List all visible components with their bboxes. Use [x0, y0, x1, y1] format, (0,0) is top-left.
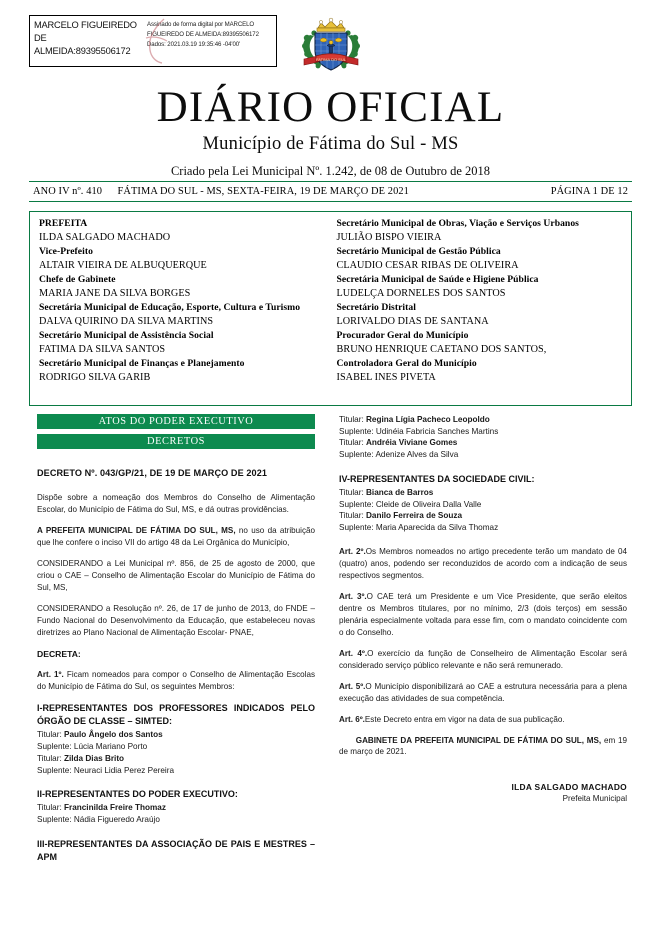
- preamble-rest: no uso da atribuição que lhe confere o inciso VII do artigo 48 da Lei Orgânica do Município,: [37, 525, 315, 547]
- masthead-subtitle: Município de Fátima do Sul - MS: [202, 134, 459, 154]
- official-role: Secretária Municipal de Educação, Esporte, Cultura e Turismo: [39, 302, 301, 314]
- article-4-number: Art. 4º.: [339, 648, 368, 658]
- article-2-number: Art. 2º.: [339, 546, 366, 556]
- official-role: Chefe de Gabinete: [39, 274, 116, 286]
- member-label: Titular:: [37, 803, 62, 813]
- member-name: Adenize Alves da Silva: [375, 450, 459, 460]
- member-name: Danilo Ferreira de Souza: [366, 511, 463, 521]
- official-name: ALTAIR VIEIRA DE ALBUQUERQUE: [39, 259, 207, 271]
- member-line: [339, 414, 627, 426]
- considering-clause-2: CONSIDERANDO a Resolução nº. 26, de 17 de junho de 2013, do FNDE – Fundo Nacional do Desenvolvimento da Educação, que estabeleceu novas diretrizes ao Plano Nacional de Alimentação Escolar- PNAE,: [37, 603, 315, 637]
- official-role: Secretário Municipal de Gestão Pública: [336, 246, 501, 258]
- official-name: LUDELÇA DORNELES DOS SANTOS: [336, 287, 506, 299]
- member-line: [339, 426, 627, 438]
- official-name: BRUNO HENRIQUE CAETANO DOS SANTOS,: [336, 343, 547, 355]
- member-label: Titular:: [37, 730, 62, 740]
- member-label: Suplente:: [339, 523, 374, 533]
- body-column-left: [37, 414, 315, 865]
- signer-name: ILDA SALGADO MACHADO: [511, 782, 627, 793]
- official-role: Secretária Municipal de Saúde e Higiene Pública: [336, 274, 539, 286]
- member-line: [339, 437, 627, 449]
- member-label: Suplente:: [339, 499, 374, 509]
- official-role: Secretário Municipal de Assistência Social: [39, 330, 214, 342]
- member-line: [339, 499, 627, 511]
- cabinet-line: [339, 735, 627, 759]
- official-name: RODRIGO SILVA GARIB: [39, 372, 151, 384]
- member-line: [37, 729, 315, 741]
- member-label: Suplente:: [339, 426, 374, 436]
- member-line: [37, 802, 315, 814]
- body-column-right: [339, 414, 627, 803]
- signature-subject-name: MARCELO FIGUEIREDO DE ALMEIDA:89395506172: [34, 20, 137, 57]
- svg-text:FATIMA DO SUL: FATIMA DO SUL: [316, 57, 346, 62]
- member-label: Titular:: [37, 753, 62, 763]
- page-indicator: PÁGINA 1 DE 12: [550, 186, 628, 197]
- member-label: Suplente:: [339, 450, 374, 460]
- member-line: [37, 814, 315, 826]
- article-5: [339, 681, 627, 705]
- official-name: ISABEL INES PIVETA: [336, 372, 436, 384]
- article-2-text: Os Membros nomeados no artigo precedente terão um mandato de 04 (quatro) anos, podendo ser reconduzidos de acordo com a indicação de seus respectivos segmentos.: [339, 546, 627, 580]
- article-3-number: Art. 3º.: [339, 591, 367, 601]
- group-heading-4: IV-REPRESENTANTES DA SOCIEDADE CIVIL:: [339, 473, 535, 484]
- member-line: [339, 510, 627, 522]
- article-4-text: O exercício da função de Conselheiro de Alimentação Escolar será considerado serviço público relevante e não será remunerado.: [339, 648, 627, 670]
- article-6: [339, 714, 627, 726]
- official-role: Secretário Municipal de Finanças e Planejamento: [39, 358, 245, 370]
- signature-block: [339, 782, 627, 803]
- member-label: Titular:: [339, 438, 364, 448]
- article-1-number: Art. 1º.: [37, 670, 64, 680]
- officials-column-left: [30, 217, 331, 405]
- signature-details: [142, 16, 276, 66]
- member-name: Regina Lígia Pacheco Leopoldo: [366, 415, 490, 424]
- member-name: Maria Aparecida da Silva Thomaz: [375, 523, 499, 533]
- article-5-text: O Município disponibilizará ao CAE a estrutura necessária para a plena execução das atividades de sua competência.: [339, 681, 627, 703]
- member-name: Paulo Ângelo dos Santos: [64, 730, 163, 740]
- member-line: [37, 765, 315, 777]
- official-role: Secretário Municipal de Obras, Viação e Serviços Urbanos: [336, 218, 579, 229]
- member-label: Suplente:: [37, 815, 72, 825]
- member-name: Nádia Figueredo Araújo: [73, 815, 160, 825]
- decree-preamble: [37, 525, 315, 549]
- official-name: JULIÃO BISPO VIEIRA: [336, 231, 442, 243]
- member-name: Bianca de Barros: [366, 488, 434, 497]
- issue-year-number: ANO IV nº. 410: [33, 186, 103, 197]
- member-label: Suplente:: [37, 765, 72, 775]
- official-name: ILDA SALGADO MACHADO: [39, 231, 171, 243]
- official-role: Procurador Geral do Município: [336, 330, 469, 342]
- official-role: Controladora Geral do Município: [336, 358, 477, 370]
- section-banner-executive-acts: ATOS DO PODER EXECUTIVO: [37, 414, 315, 429]
- group-heading-3: III-REPRESENTANTES DA ASSOCIAÇÃO DE PAIS E MESTRES – APM: [37, 838, 315, 862]
- member-line: [339, 522, 627, 534]
- member-label: Titular:: [339, 415, 364, 424]
- masthead-law-line: Criado pela Lei Municipal Nº. 1.242, de 08 de Outubro de 2018: [170, 164, 491, 178]
- digital-signature-box: [29, 15, 277, 67]
- article-2: [339, 546, 627, 582]
- article-5-number: Art. 5º.: [339, 681, 366, 691]
- article-4: [339, 648, 627, 672]
- cabinet-bold: GABINETE DA PREFEITA MUNICIPAL DE FÁTIMA DO SUL, MS,: [355, 735, 602, 745]
- decreta-label: DECRETA:: [37, 648, 81, 659]
- member-line: [37, 741, 315, 753]
- considering-clause-1: CONSIDERANDO a Lei Municipal nº. 856, de 25 de agosto de 2000, que criou o CAE – Conselho de Alimentação Escolar do Município de Fátima do Sul, MS,: [37, 558, 315, 592]
- officials-box: [29, 211, 632, 406]
- article-3: [339, 591, 627, 639]
- member-line: [339, 449, 627, 461]
- member-label: Titular:: [339, 511, 364, 521]
- article-6-number: Art. 6º.: [339, 714, 365, 724]
- member-name: Neuraci Lidia Perez Pereira: [73, 765, 175, 775]
- official-name: FATIMA DA SILVA SANTOS: [39, 343, 166, 355]
- decree-summary: Dispõe sobre a nomeação dos Membros do Conselho de Alimentação Escolar, do Município de Fátima do Sul, MS, e dá outras providências.: [37, 493, 315, 514]
- signature-details-text: Assinado de forma digital por MARCELO FIGUEIREDO DE ALMEIDA:89395506172 Dados: 2021.03.19 19:35:46 -04'00': [147, 21, 259, 48]
- coat-of-arms-icon: [298, 15, 364, 81]
- issue-bar: [29, 181, 632, 202]
- member-name: Cleide de Oliveira Dalla Valle: [375, 499, 482, 509]
- page-title: DIÁRIO OFICIAL: [156, 84, 505, 131]
- group-heading-1: I-REPRESENTANTES DOS PROFESSORES INDICADOS PELO ÓRGÃO DE CLASSE – SIMTED:: [37, 703, 315, 727]
- issue-identifier: [33, 186, 409, 197]
- member-line: [339, 487, 627, 499]
- official-name: MARIA JANE DA SILVA BORGES: [39, 287, 191, 299]
- official-name: LORIVALDO DIAS DE SANTANA: [336, 315, 489, 327]
- member-name: Zilda Dias Brito: [64, 753, 125, 763]
- article-6-text: Este Decreto entra em vigor na data de sua publicação.: [364, 714, 565, 724]
- masthead: [0, 86, 661, 179]
- official-role: Secretário Distrital: [336, 302, 416, 314]
- issue-place-date: FÁTIMA DO SUL - MS, SEXTA-FEIRA, 19 DE MARÇO DE 2021: [117, 186, 409, 197]
- cabinet-rest: em 19 de março de 2021.: [339, 735, 628, 757]
- preamble-bold-lead: A PREFEITA MUNICIPAL DE FÁTIMA DO SUL, MS,: [37, 525, 236, 535]
- section-banner-decrees: DECRETOS: [37, 434, 315, 449]
- member-line: [37, 753, 315, 765]
- signer-role: Prefeita Municipal: [562, 794, 627, 804]
- article-3-text: O CAE terá um Presidente e um Vice Presidente, que serão eleitos dentre os Membros titulares, por no mínimo, 2/3 (dois terços) em sessão plenária especialmente voltada para esse fim, com o mandato coincidente com o do Conselho.: [339, 591, 627, 637]
- official-name: CLAUDIO CESAR RIBAS DE OLIVEIRA: [336, 259, 519, 271]
- member-label: Suplente:: [37, 742, 72, 752]
- officials-column-right: [331, 217, 632, 405]
- article-1: [37, 669, 315, 693]
- official-role: PREFEITA: [39, 218, 88, 229]
- member-name: Andréia Viviane Gomes: [366, 438, 458, 448]
- group-heading-2: II-REPRESENTANTES DO PODER EXECUTIVO:: [37, 789, 238, 800]
- official-role: Vice-Prefeito: [39, 246, 93, 258]
- member-name: Francinilda Freire Thomaz: [64, 803, 166, 813]
- member-label: Titular:: [339, 488, 364, 497]
- decree-title: DECRETO Nº. 043/GP/21, DE 19 DE MARÇO DE 2021: [37, 468, 268, 478]
- official-name: DALVA QUIRINO DA SILVA MARTINS: [39, 315, 214, 327]
- member-name: Udinéia Fabricia Sanches Martins: [375, 426, 499, 436]
- member-name: Lúcia Mariano Porto: [73, 742, 148, 752]
- article-1-text: Ficam nomeados para compor o Conselho de Alimentação Escolas do Município de Fátima do Sul, os seguintes Membros:: [37, 670, 315, 692]
